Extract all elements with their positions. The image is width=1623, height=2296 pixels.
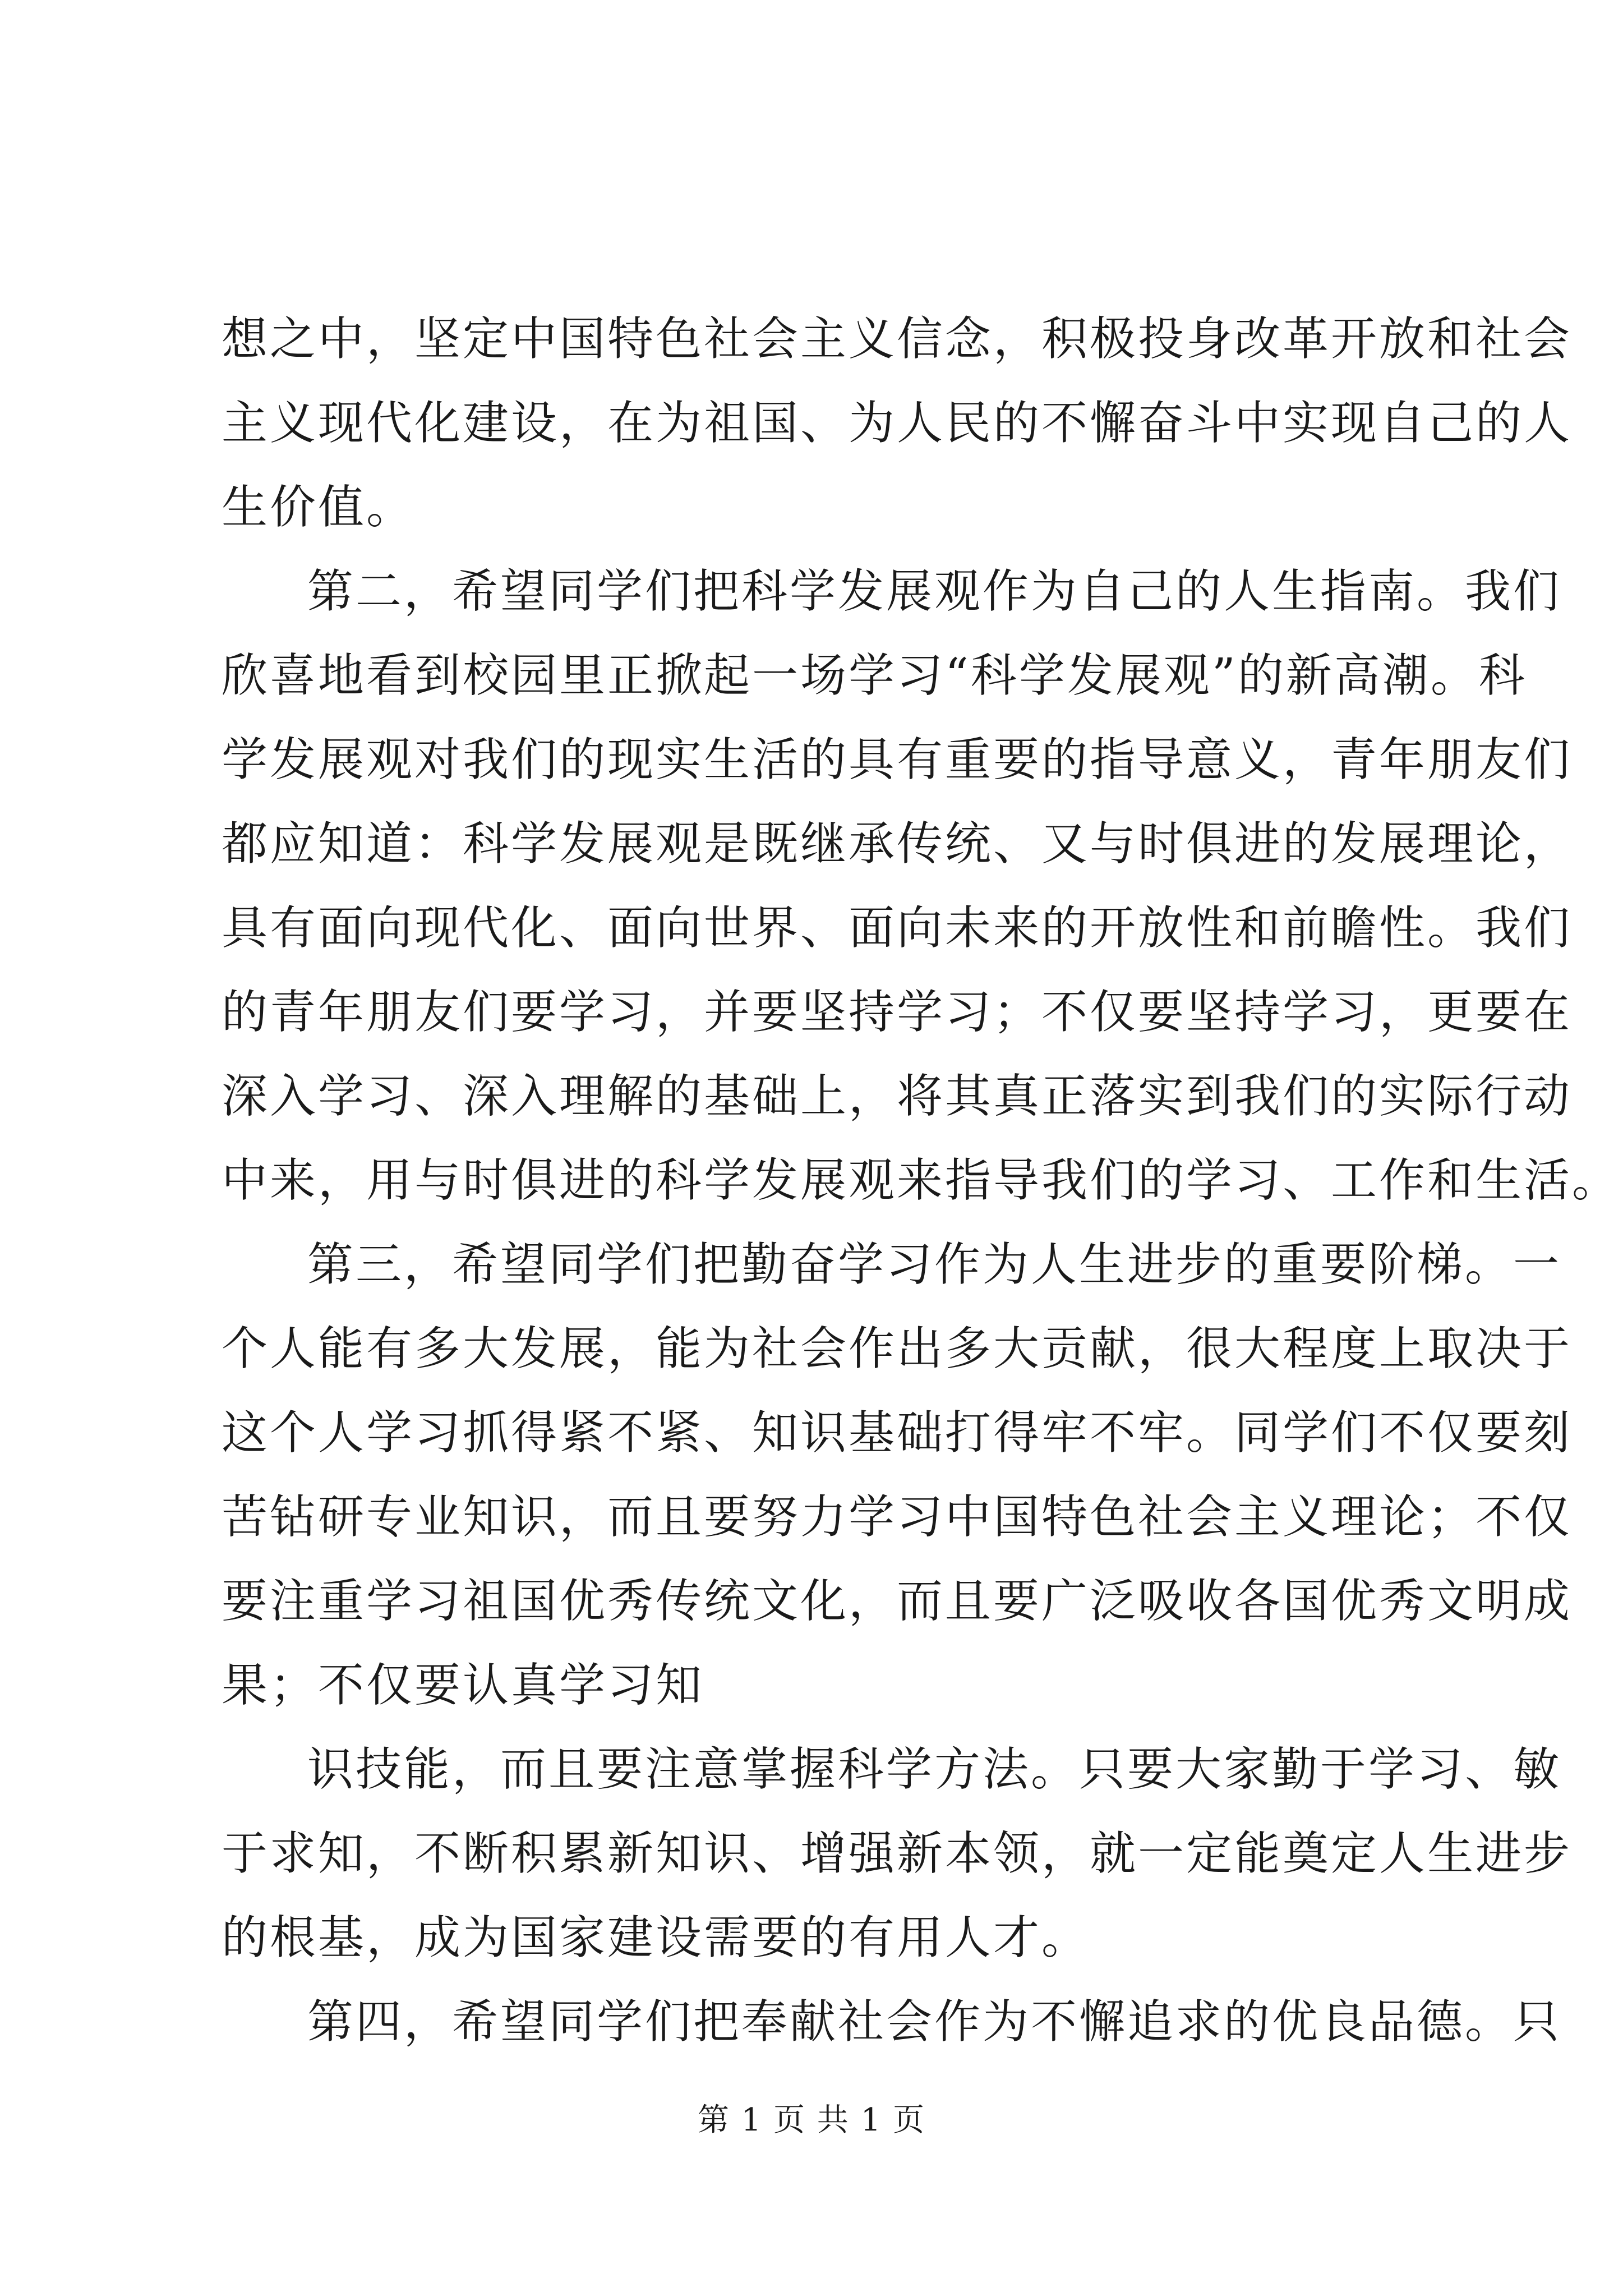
text-line: 的青年朋友们要学习，并要坚持学习；不仅要坚持学习，更要在 (222, 986, 1573, 1039)
text-line: 这个人学习抓得紧不紧、知识基础打得牢不牢。同学们不仅要刻 (222, 1406, 1573, 1460)
paragraph-first-line: 第四，希望同学们把奉献社会作为不懈追求的优良品德。只 (307, 1995, 1562, 2049)
text-line: 的根基，成为国家建设需要的有用人才。 (222, 1911, 1090, 1964)
text-line: 生价值。 (222, 481, 415, 534)
text-line: 学发展观对我们的现实生活的具有重要的指导意义，青年朋友们 (222, 733, 1573, 786)
text-line: 要注重学习祖国优秀传统文化，而且要广泛吸收各国优秀文明成 (222, 1575, 1573, 1628)
text-line: 主义现代化建设，在为祖国、为人民的不懈奋斗中实现自己的人 (222, 397, 1573, 450)
text-line: 都应知道：科学发展观是既继承传统、又与时俱进的发展理论， (222, 817, 1573, 871)
text-line: 果；不仅要认真学习知 (222, 1659, 704, 1712)
text-line: 欣喜地看到校园里正掀起一场学习“科学发展观”的新高潮。科 (222, 649, 1527, 702)
paragraph-first-line: 第三，希望同学们把勤奋学习作为人生进步的重要阶梯。一 (307, 1238, 1562, 1291)
page-footer: 第 1 页 共 1 页 (697, 2102, 926, 2138)
paragraph-first-line: 识技能，而且要注意掌握科学方法。只要大家勤于学习、敏 (307, 1743, 1562, 1796)
text-line: 深入学习、深入理解的基础上，将其真正落实到我们的实际行动 (222, 1070, 1573, 1123)
text-line: 中来，用与时俱进的科学发展观来指导我们的学习、工作和生活。 (222, 1154, 1621, 1207)
text-line: 想之中，坚定中国特色社会主义信念，积极投身改革开放和社会 (222, 312, 1573, 366)
text-line: 于求知，不断积累新知识、增强新本领，就一定能奠定人生进步 (222, 1827, 1573, 1880)
text-line: 具有面向现代化、面向世界、面向未来的开放性和前瞻性。我们 (222, 901, 1573, 955)
text-line: 个人能有多大发展，能为社会作出多大贡献，很大程度上取决于 (222, 1322, 1573, 1375)
text-line: 苦钻研专业知识，而且要努力学习中国特色社会主义理论；不仅 (222, 1490, 1573, 1544)
paragraph-first-line: 第二，希望同学们把科学发展观作为自己的人生指南。我们 (307, 565, 1562, 618)
